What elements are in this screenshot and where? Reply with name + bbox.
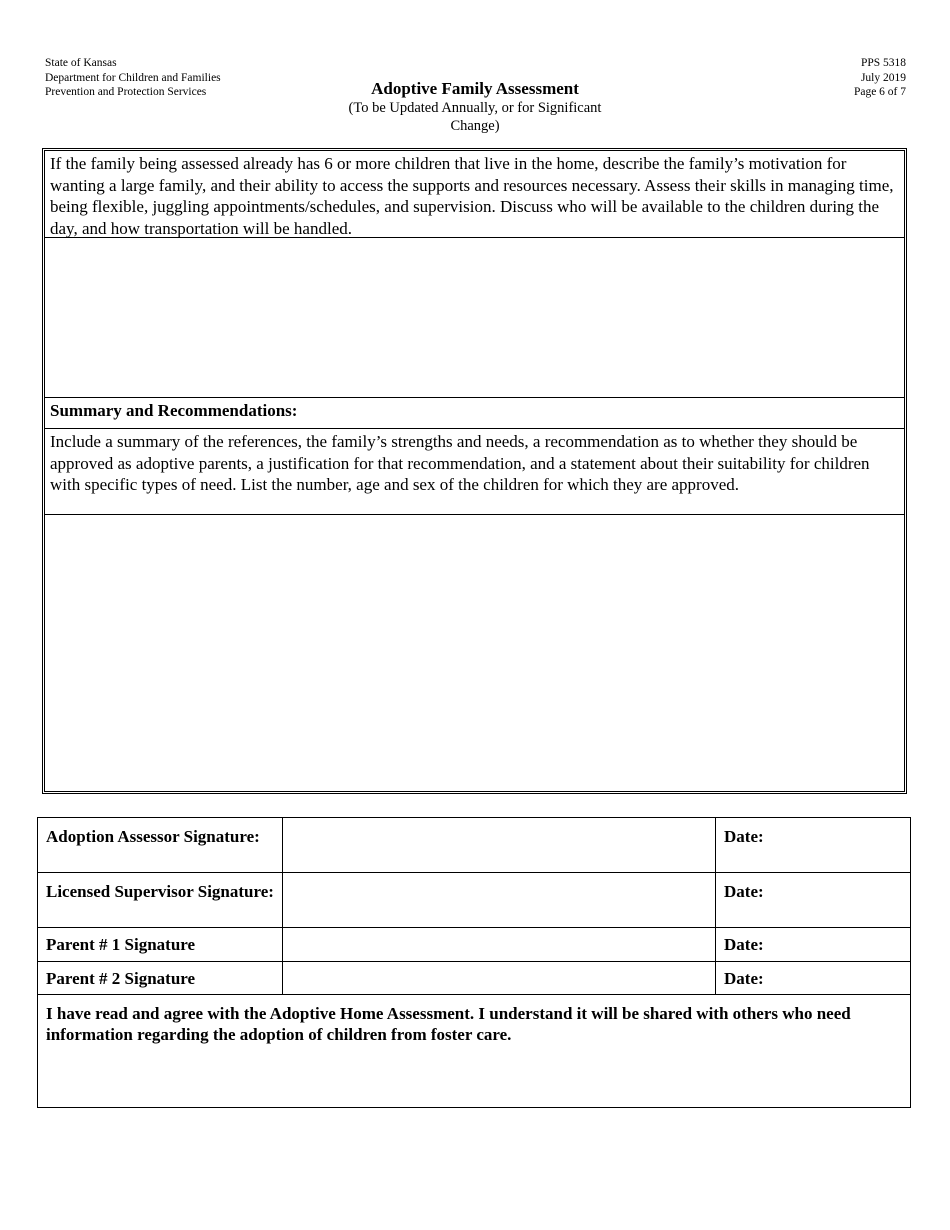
agency-department: Department for Children and Families [45, 71, 221, 84]
parent-1-signature-label: Parent # 1 Signature [38, 928, 283, 962]
parent-1-signature-field[interactable] [283, 928, 716, 962]
form-revision-date: July 2019 [860, 71, 906, 84]
supervisor-date-field[interactable]: Date: [716, 873, 911, 928]
summary-prompt: Include a summary of the references, the family’s strengths and needs, a recommendation as to whether they should be approved as adoptive parents, a justification for that recommendation, and a statement about their suitability for children with specific types of need. List the number, age and sex of the children for which they are approved. [45, 428, 904, 514]
large-family-prompt: If the family being assessed already has 6 or more children that live in the home, describe the family’s motivation for wanting a large family, and their ability to access the supports and resources necessary. Assess their skills in managing time, being flexible, juggling appointments/schedules, and supervision. Discuss who will be available to the children during the day, and how transportation will be handled. [50, 154, 894, 238]
assessor-signature-field[interactable] [283, 818, 716, 873]
supervisor-signature-field[interactable] [283, 873, 716, 928]
parent-2-signature-label: Parent # 2 Signature [38, 962, 283, 995]
parent-2-date-field[interactable]: Date: [716, 962, 911, 995]
assessor-date-field[interactable]: Date: [716, 818, 911, 873]
large-family-response-field[interactable] [45, 237, 904, 397]
document-heading [325, 78, 625, 135]
supervisor-signature-label: Licensed Supervisor Signature: [38, 873, 283, 928]
agency-division: Prevention and Protection Services [45, 86, 207, 99]
assessment-box [42, 148, 907, 794]
document-subtitle-line-1: (To be Updated Annually, or for Significant [348, 100, 602, 116]
summary-heading: Summary and Recommendations: [45, 397, 904, 428]
signature-row [38, 928, 911, 962]
agency-header [45, 56, 221, 100]
page-number: Page 6 of 7 [853, 86, 906, 99]
signature-row [38, 962, 911, 995]
agency-state: State of Kansas [45, 57, 117, 69]
form-number: PPS 5318 [860, 57, 906, 69]
assessor-signature-label: Adoption Assessor Signature: [38, 818, 283, 873]
document-subtitle-line-2: Change) [450, 118, 500, 134]
agreement-row [38, 995, 911, 1108]
signature-row [38, 873, 911, 928]
parent-1-date-field[interactable]: Date: [716, 928, 911, 962]
agreement-statement: I have read and agree with the Adoptive Home Assessment. I understand it will be shared with others who need information regarding the adoption of children from foster care. [38, 995, 911, 1108]
signature-table [37, 817, 911, 1108]
signature-row [38, 818, 911, 873]
form-info [854, 56, 906, 100]
document-title: Adoptive Family Assessment [371, 79, 579, 98]
parent-2-signature-field[interactable] [283, 962, 716, 995]
summary-response-field[interactable] [45, 514, 904, 791]
